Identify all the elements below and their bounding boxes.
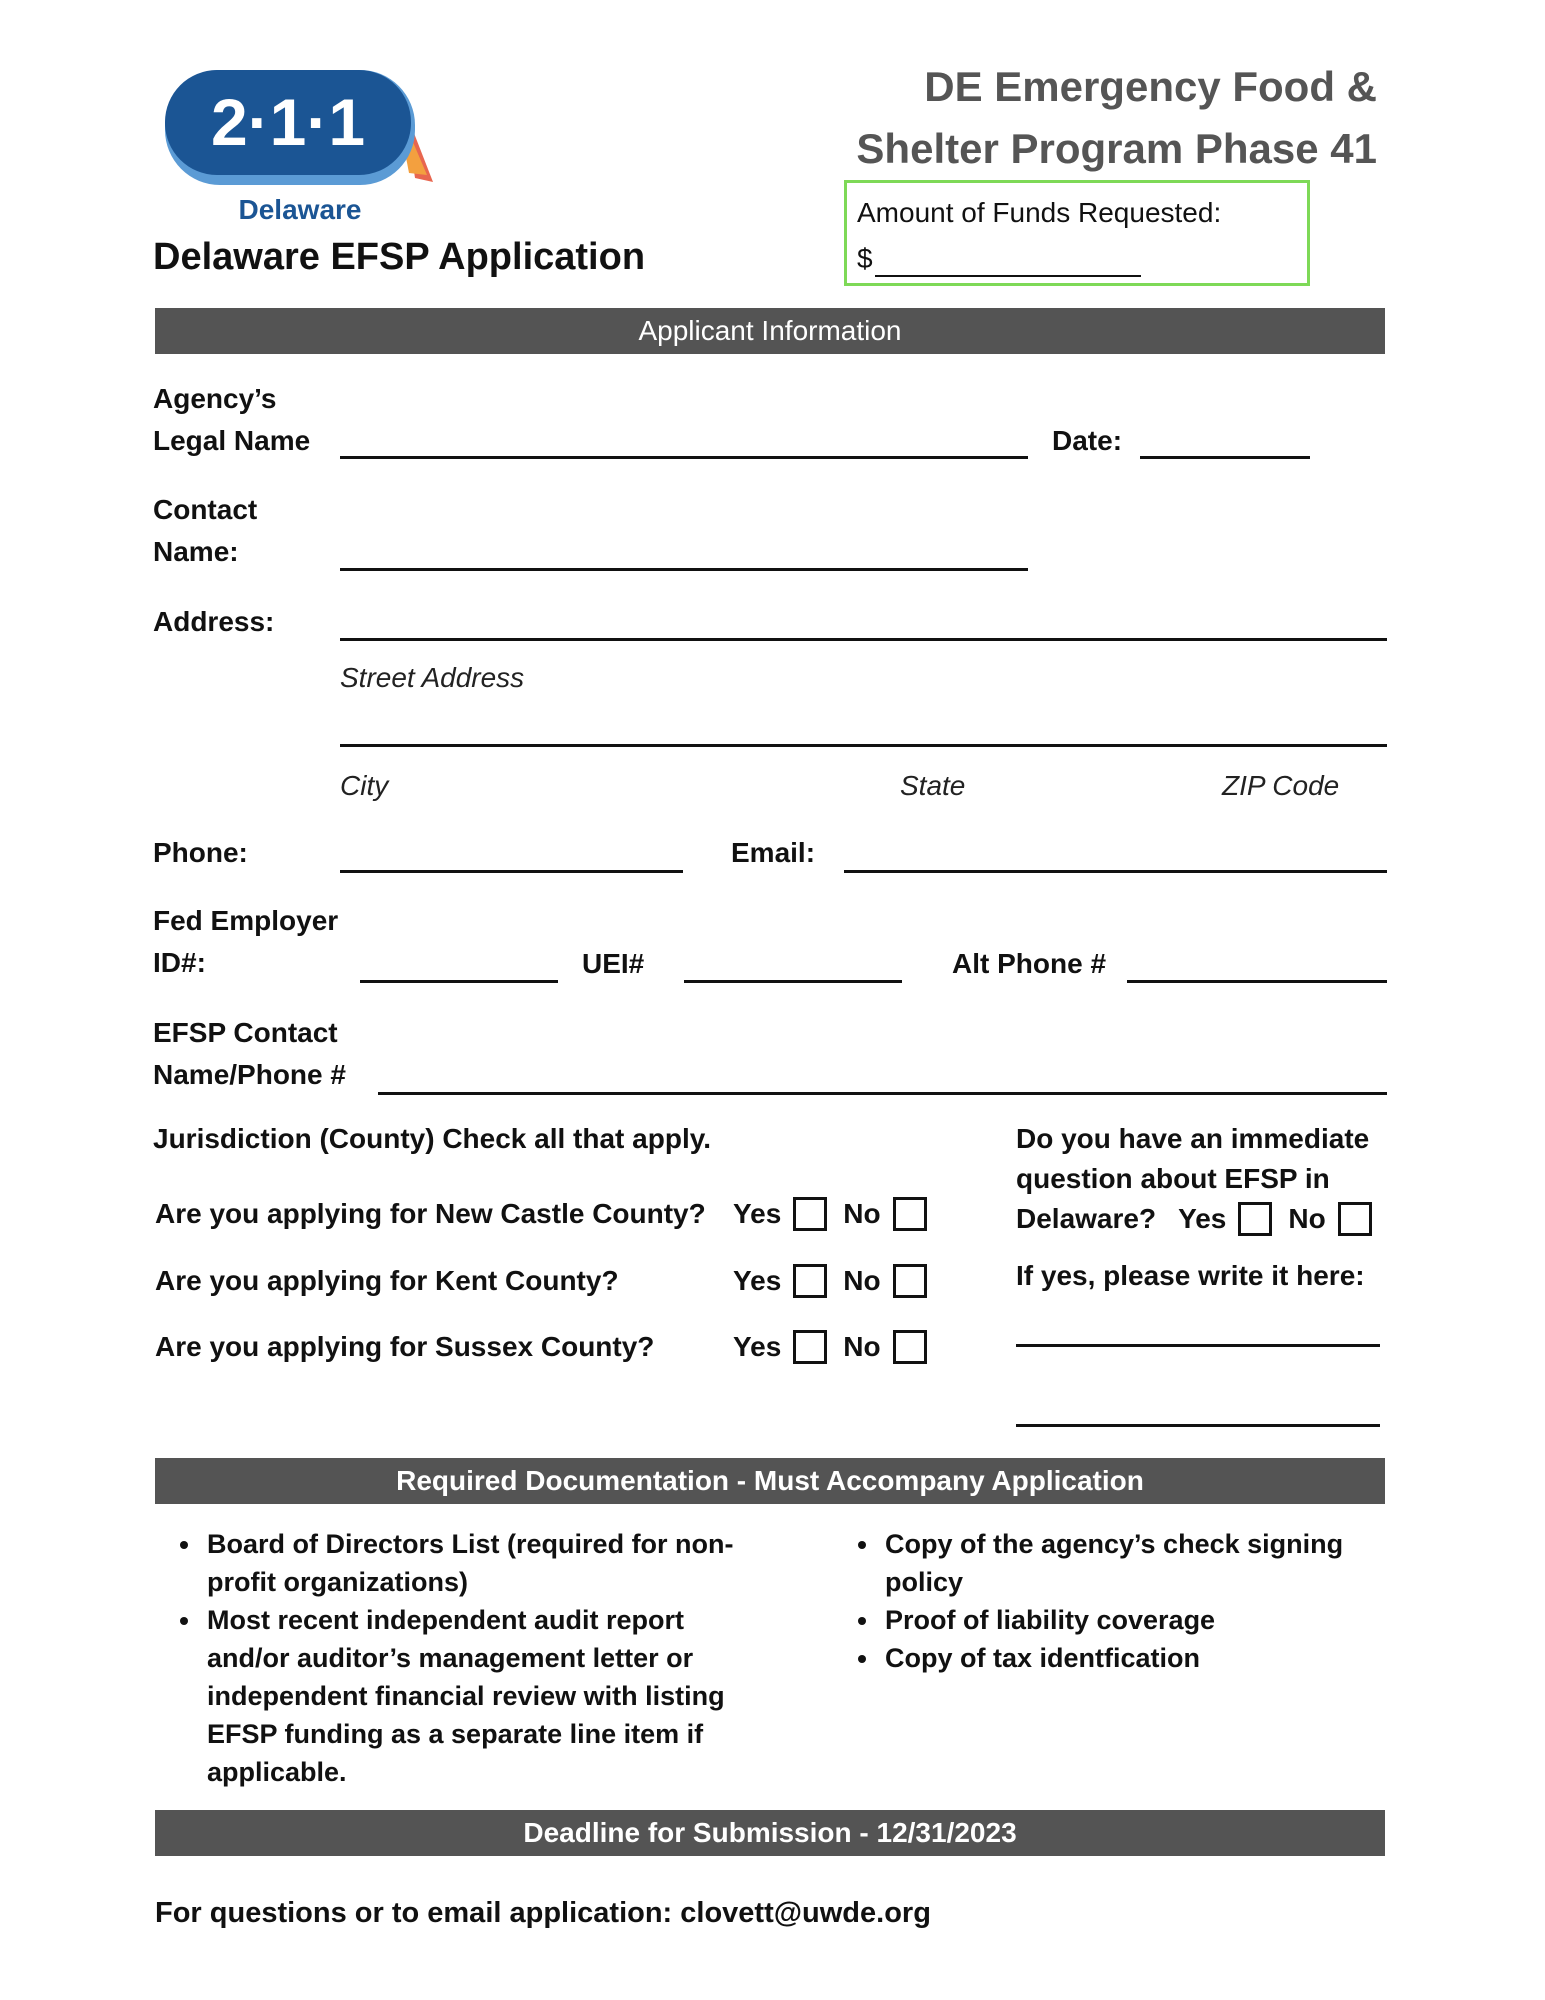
document-item: • Most recent independent audit report and/or auditor’s management letter or independent financial review with listing EFSP funding as a separate line item if applicable. <box>203 1601 748 1791</box>
footer-contact: For questions or to email application: clovett@uwde.org <box>155 1897 931 1929</box>
question-answer-line-2[interactable] <box>1016 1424 1380 1427</box>
new-castle-choice <box>733 1193 927 1235</box>
jurisdiction-heading: Jurisdiction (County) Check all that apply. <box>153 1123 711 1154</box>
uei-label: UEI# <box>582 948 645 979</box>
state-caption: State <box>900 770 966 801</box>
write-here-label: If yes, please write it here: <box>1016 1260 1365 1291</box>
agency-label-line2: Legal Name <box>153 425 311 456</box>
question-new-castle: Are you applying for New Castle County? <box>155 1198 706 1229</box>
sussex-no-checkbox[interactable] <box>893 1330 927 1364</box>
street-address-field[interactable] <box>340 638 1387 641</box>
question-line1: Do you have an immediate <box>1016 1123 1370 1154</box>
alt-phone-field[interactable] <box>1127 980 1387 983</box>
logo-region: Delaware <box>238 194 362 225</box>
sussex-choice <box>733 1326 927 1368</box>
kent-yes-checkbox[interactable] <box>793 1264 827 1298</box>
agency-label-line1: Agency’s <box>153 383 277 414</box>
section-required-documentation: Required Documentation - Must Accompany Application <box>155 1458 1385 1504</box>
alt-phone-label: Alt Phone # <box>952 948 1107 979</box>
date-field[interactable] <box>1140 456 1310 459</box>
kent-yes-label: Yes <box>733 1265 782 1296</box>
sussex-yes-label: Yes <box>733 1331 782 1362</box>
phone-field[interactable] <box>340 870 683 873</box>
street-address-caption: Street Address <box>340 662 525 693</box>
form-title: Delaware EFSP Application <box>153 236 646 278</box>
question-no-checkbox[interactable] <box>1338 1202 1372 1236</box>
fed-employer-label-line1: Fed Employer <box>153 905 339 936</box>
email-field[interactable] <box>844 870 1387 873</box>
question-line3-row <box>1016 1198 1372 1240</box>
zip-caption: ZIP Code <box>1222 770 1340 801</box>
contact-label-line2: Name: <box>153 536 239 567</box>
document-item: • Board of Directors List (required for non-profit organizations) <box>203 1525 748 1601</box>
program-title-line2: Shelter Program Phase 41 <box>856 125 1377 172</box>
efsp-contact-label <box>153 1012 346 1096</box>
date-label: Date: <box>1052 425 1123 456</box>
kent-no-label: No <box>843 1265 881 1296</box>
program-title <box>856 56 1377 180</box>
funds-prefix: $ <box>857 243 873 274</box>
logo <box>165 70 435 250</box>
sussex-no-label: No <box>843 1331 881 1362</box>
contact-label-line1: Contact <box>153 494 258 525</box>
uei-field[interactable] <box>684 980 902 983</box>
fed-employer-label-line2: ID#: <box>153 947 206 978</box>
new-castle-yes-checkbox[interactable] <box>793 1197 827 1231</box>
document-item: • Proof of liability coverage <box>881 1601 1381 1639</box>
agency-label <box>153 378 310 462</box>
funds-label: Amount of Funds Requested: <box>857 197 1222 228</box>
question-sussex: Are you applying for Sussex County? <box>155 1331 655 1362</box>
document-item: • Copy of the agency’s check signing policy <box>881 1525 1381 1601</box>
agency-name-field[interactable] <box>340 456 1028 459</box>
new-castle-yes-label: Yes <box>733 1198 782 1229</box>
question-line2: question about EFSP in <box>1016 1163 1330 1194</box>
efsp-contact-label-line2: Name/Phone # <box>153 1059 346 1090</box>
efsp-contact-label-line1: EFSP Contact <box>153 1017 338 1048</box>
kent-no-checkbox[interactable] <box>893 1264 927 1298</box>
logo-mark: 2·1·1 <box>210 85 366 159</box>
section-deadline: Deadline for Submission - 12/31/2023 <box>155 1810 1385 1856</box>
funds-requested-box[interactable] <box>844 180 1310 286</box>
fed-employer-id-field[interactable] <box>360 980 558 983</box>
question-yes-label: Yes <box>1178 1203 1227 1234</box>
question-yes-checkbox[interactable] <box>1238 1202 1272 1236</box>
documents-left-list <box>155 1525 748 1791</box>
sussex-yes-checkbox[interactable] <box>793 1330 827 1364</box>
phone-label: Phone: <box>153 837 248 868</box>
document-item: • Copy of tax identfication <box>881 1639 1381 1677</box>
email-label: Email: <box>731 837 816 868</box>
funds-input-line[interactable] <box>875 275 1141 277</box>
question-kent: Are you applying for Kent County? <box>155 1265 619 1296</box>
contact-name-field[interactable] <box>340 568 1028 571</box>
city-caption: City <box>340 770 389 801</box>
efsp-contact-field[interactable] <box>378 1092 1387 1095</box>
new-castle-no-label: No <box>843 1198 881 1229</box>
city-state-zip-field[interactable] <box>340 744 1387 747</box>
question-no-label: No <box>1288 1203 1326 1234</box>
program-title-line1: DE Emergency Food & <box>924 63 1377 110</box>
kent-choice <box>733 1260 927 1302</box>
question-answer-line-1[interactable] <box>1016 1344 1380 1347</box>
fed-employer-label <box>153 900 338 984</box>
contact-label <box>153 489 257 573</box>
address-label: Address: <box>153 606 275 637</box>
section-applicant-information: Applicant Information <box>155 308 1385 354</box>
documents-right-list <box>833 1525 1381 1677</box>
question-line3: Delaware? <box>1016 1203 1157 1234</box>
new-castle-no-checkbox[interactable] <box>893 1197 927 1231</box>
